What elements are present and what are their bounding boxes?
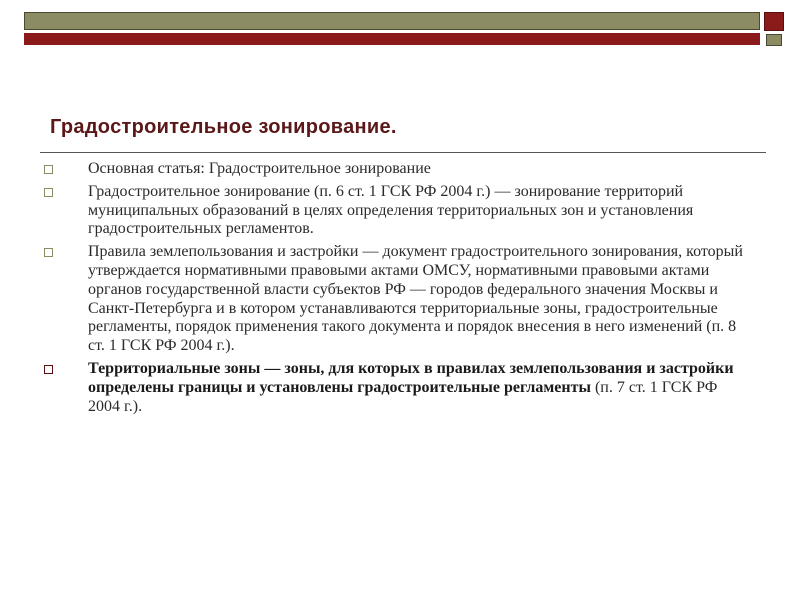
- bullet-text: Градостроительное зонирование (п. 6 ст. 1 ГСК РФ 2004 г.) — зонирование территорий муниципальных образований в целях определения территориальных зон и установления градостроительных регламентов.: [88, 182, 694, 238]
- bullet-text: (п. 7 ст. 1 ГСК РФ 2004 г.).: [88, 378, 718, 415]
- header-maroon-bar: [24, 33, 760, 45]
- slide-title: Градостроительное зонирование.: [50, 116, 397, 138]
- bullet-item: [44, 183, 744, 239]
- square-bullet-icon: [44, 165, 53, 174]
- square-bullet-icon: [44, 248, 53, 257]
- square-bullet-icon: [44, 188, 53, 197]
- header-olive-square: [766, 34, 782, 46]
- bullet-item: [44, 243, 744, 356]
- bullet-text-bold: Территориальные зоны — зоны, для которых в правилах землепользования и застройки определены границы и установлены градостроительные регламенты: [88, 359, 734, 396]
- header-olive-bar: [24, 12, 760, 30]
- bullet-item: [44, 160, 744, 179]
- title-divider: [40, 152, 766, 153]
- header-maroon-square: [764, 12, 784, 31]
- bullet-text: Основная статья: Градостроительное зонирование: [88, 160, 431, 177]
- square-bullet-icon: [44, 365, 53, 374]
- bullet-text: Правила землепользования и застройки — документ градостроительного зонирования, который утверждается нормативными правовыми актами ОМСУ, нормативными правовыми актами органов государственной власти субъектов РФ — городов федерального значения Москвы и Санкт-Петербурга и в котором устанавливаются территориальные зоны, градостроительные регламенты, порядок применения такого документа и порядок внесения в него изменений (п. 8 ст. 1 ГСК РФ 2004 г.).: [88, 243, 743, 355]
- bullet-item: [44, 360, 744, 416]
- bullet-list: [44, 160, 744, 420]
